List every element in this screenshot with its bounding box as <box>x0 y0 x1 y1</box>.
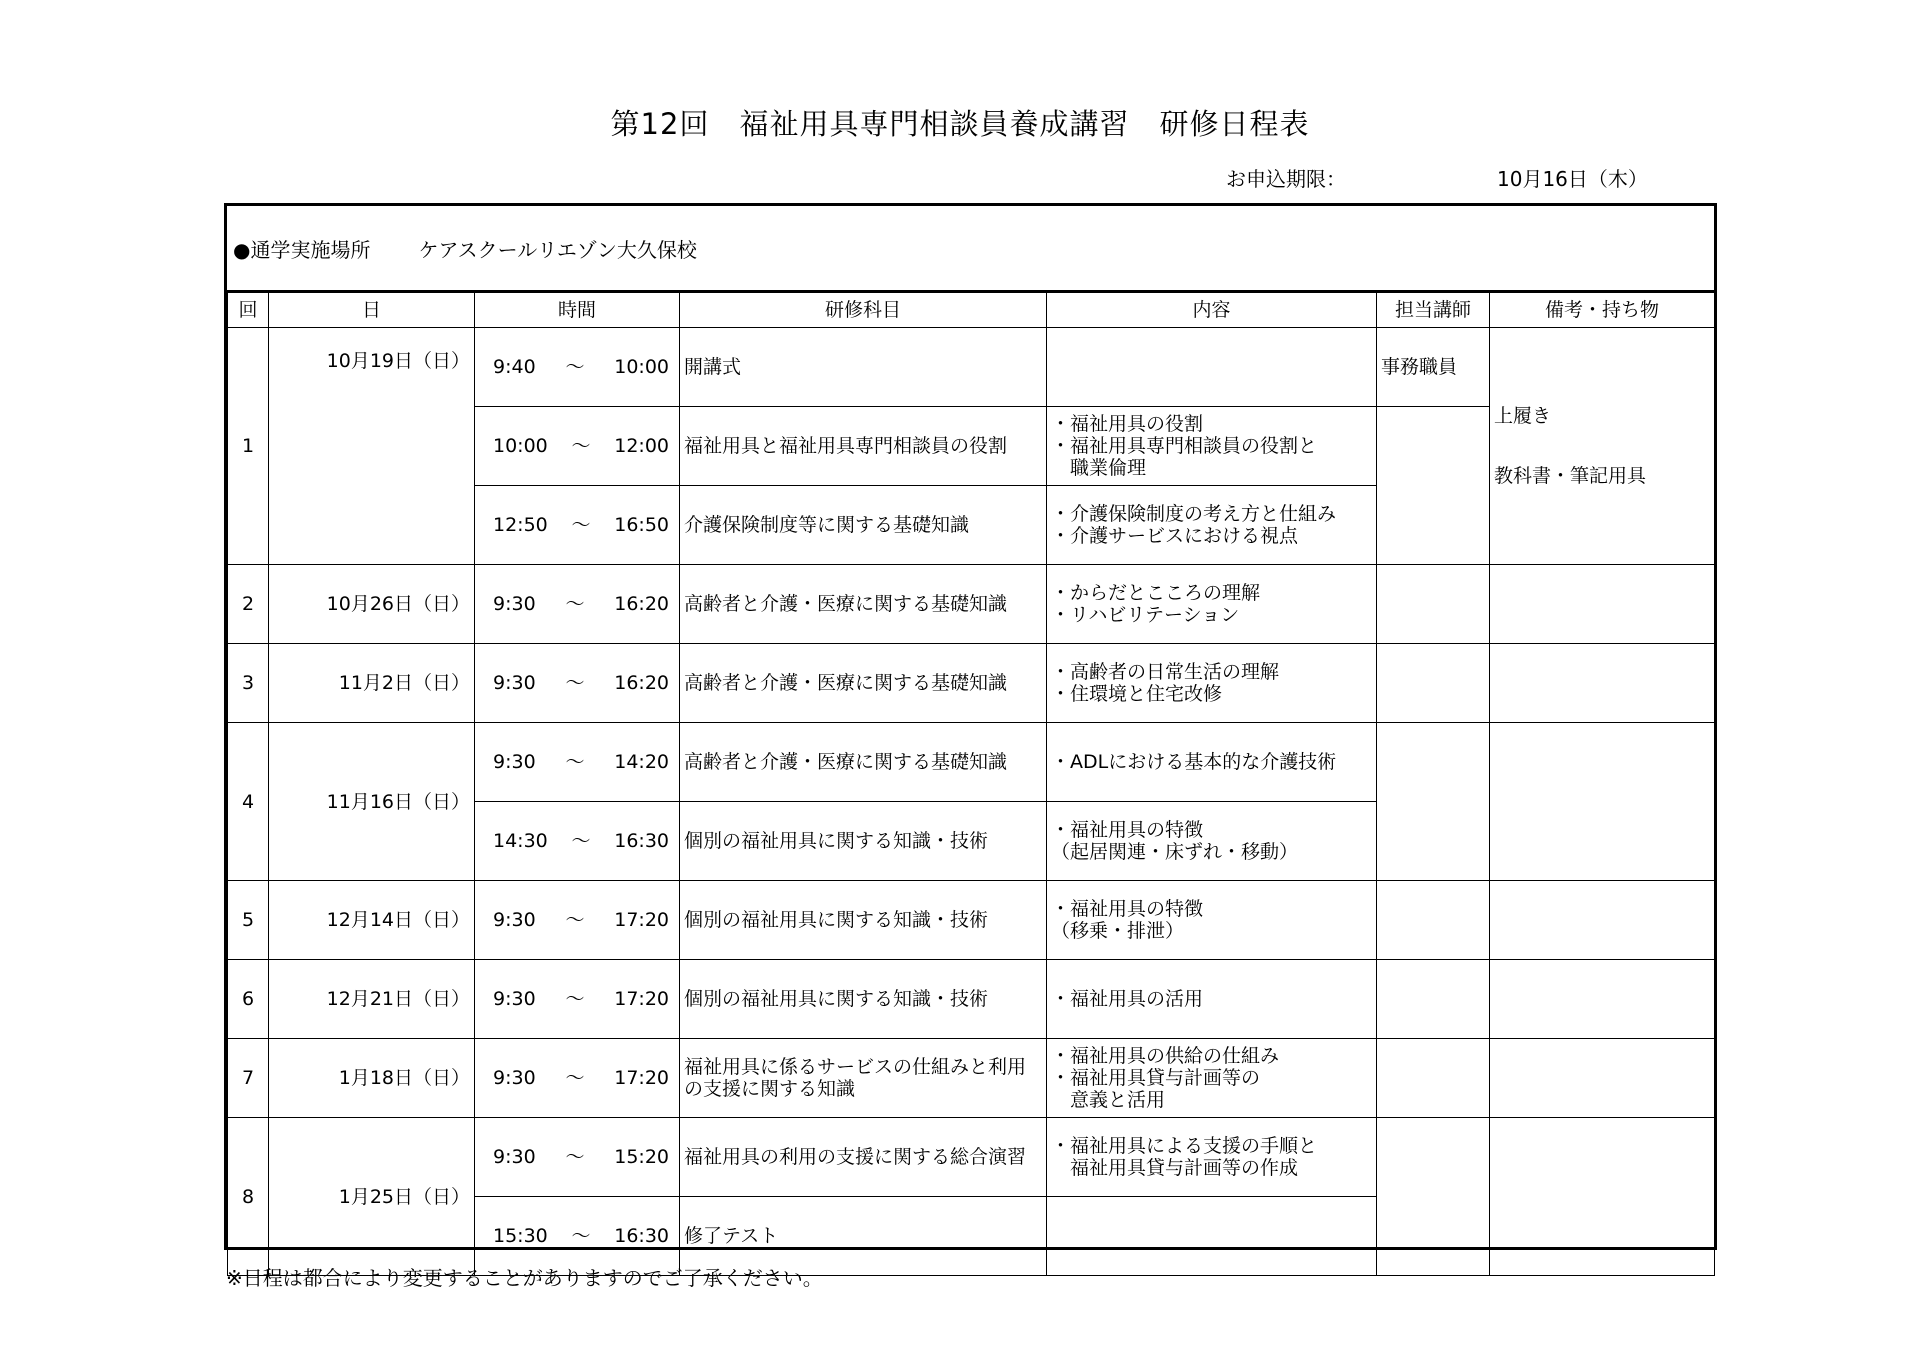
session-number: 6 <box>228 960 269 1039</box>
instructor-cell <box>1377 723 1490 881</box>
content-line: ・福祉用具の特徴 <box>1051 819 1204 841</box>
time-cell <box>475 723 680 802</box>
time-start: 14:30 <box>493 830 548 852</box>
content-line: ・住環境と住宅改修 <box>1051 683 1223 705</box>
deadline-label: お申込期限： <box>1226 167 1346 191</box>
content-line: ・高齢者の日常生活の理解 <box>1051 661 1280 683</box>
table-row <box>228 1039 1715 1118</box>
time-cell <box>475 407 680 486</box>
table-row <box>228 565 1715 644</box>
content-line: 職業倫理 <box>1051 457 1147 479</box>
time-cell <box>475 881 680 960</box>
deadline-value: 10月16日（木） <box>1497 167 1648 191</box>
subject-cell: 個別の福祉用具に関する知識・技術 <box>680 802 1047 881</box>
session-date: 1月25日（日） <box>269 1118 475 1276</box>
time-range <box>479 514 675 536</box>
time-end: 16:20 <box>614 593 669 615</box>
time-start: 9:30 <box>493 909 536 931</box>
instructor-cell <box>1377 960 1490 1039</box>
time-start: 15:30 <box>493 1225 548 1247</box>
notes-spacer <box>1494 427 1710 465</box>
content-line: （移乗・排泄） <box>1051 920 1185 942</box>
time-start: 9:30 <box>493 751 536 773</box>
venue-label: ●通学実施場所 <box>233 237 371 262</box>
instructor-cell <box>1377 1039 1490 1118</box>
instructor-cell <box>1377 1118 1490 1276</box>
time-separator: ～ <box>565 593 585 615</box>
notes-cell <box>1490 960 1715 1039</box>
session-date: 10月19日（日） <box>269 328 475 565</box>
content-cell <box>1047 1039 1377 1118</box>
notes-cell <box>1490 644 1715 723</box>
table-row <box>228 723 1715 802</box>
instructor-cell: 事務職員 <box>1377 328 1490 407</box>
time-range <box>479 988 675 1010</box>
content-cell <box>1047 486 1377 565</box>
content-line: ・福祉用具の活用 <box>1051 988 1204 1010</box>
time-range <box>479 1146 675 1168</box>
notes-cell <box>1490 881 1715 960</box>
time-start: 10:00 <box>493 435 548 457</box>
content-line: 福祉用具貸与計画等の作成 <box>1051 1157 1299 1179</box>
subject-cell: 福祉用具と福祉用具専門相談員の役割 <box>680 407 1047 486</box>
table-row <box>228 881 1715 960</box>
subject-cell: 高齢者と介護・医療に関する基礎知識 <box>680 723 1047 802</box>
content-line: ・ADLにおける基本的な介護技術 <box>1051 751 1337 773</box>
content-line: ・福祉用具の役割 <box>1051 413 1204 435</box>
session-number: 7 <box>228 1039 269 1118</box>
time-end: 17:20 <box>614 988 669 1010</box>
session-number: 8 <box>228 1118 269 1276</box>
time-start: 9:30 <box>493 988 536 1010</box>
time-separator: ～ <box>565 1146 585 1168</box>
session-number: 3 <box>228 644 269 723</box>
session-number: 2 <box>228 565 269 644</box>
time-separator: ～ <box>571 514 591 536</box>
header-cell: 内容 <box>1047 293 1377 328</box>
schedule-frame <box>224 203 1717 1250</box>
time-end: 10:00 <box>614 356 669 378</box>
content-line: ・介護サービスにおける視点 <box>1051 525 1299 547</box>
subject-cell: 高齢者と介護・医療に関する基礎知識 <box>680 565 1047 644</box>
content-line: ・福祉用具による支援の手順と <box>1051 1135 1318 1157</box>
session-number: 4 <box>228 723 269 881</box>
time-range <box>479 1225 675 1247</box>
header-cell: 時間 <box>475 293 680 328</box>
subject-cell: 修了テスト <box>680 1197 1047 1276</box>
notes-cell <box>1490 565 1715 644</box>
content-cell <box>1047 644 1377 723</box>
notes-cell <box>1490 1118 1715 1276</box>
subject-cell: 福祉用具の利用の支援に関する総合演習 <box>680 1118 1047 1197</box>
session-date: 10月26日（日） <box>269 565 475 644</box>
time-start: 9:40 <box>493 356 536 378</box>
content-cell <box>1047 1197 1377 1276</box>
header-cell: 日 <box>269 293 475 328</box>
time-separator: ～ <box>571 1225 591 1247</box>
subject-cell: 高齢者と介護・医療に関する基礎知識 <box>680 644 1047 723</box>
time-end: 17:20 <box>614 1067 669 1089</box>
venue-name: ケアスクールリエゾン大久保校 <box>418 237 697 262</box>
content-cell <box>1047 881 1377 960</box>
content-line: ・福祉用具専門相談員の役割と <box>1051 435 1318 457</box>
time-separator: ～ <box>565 909 585 931</box>
table-row <box>228 1118 1715 1197</box>
time-start: 12:50 <box>493 514 548 536</box>
instructor-cell <box>1377 565 1490 644</box>
session-date: 11月16日（日） <box>269 723 475 881</box>
notes-cell <box>1490 1039 1715 1118</box>
content-cell <box>1047 960 1377 1039</box>
header-cell: 担当講師 <box>1377 293 1490 328</box>
instructor-cell <box>1377 881 1490 960</box>
instructor-cell <box>1377 644 1490 723</box>
time-cell <box>475 644 680 723</box>
time-cell <box>475 328 680 407</box>
time-cell <box>475 1039 680 1118</box>
time-range <box>479 751 675 773</box>
content-line: ・からだとこころの理解 <box>1051 582 1261 604</box>
time-start: 9:30 <box>493 1067 536 1089</box>
session-number: 1 <box>228 328 269 565</box>
time-end: 15:20 <box>614 1146 669 1168</box>
schedule-table <box>227 292 1715 1276</box>
venue-row <box>227 206 1714 292</box>
time-separator: ～ <box>571 435 591 457</box>
session-date: 11月2日（日） <box>269 644 475 723</box>
time-cell <box>475 960 680 1039</box>
session-date: 1月18日（日） <box>269 1039 475 1118</box>
time-separator: ～ <box>571 830 591 852</box>
table-row <box>228 328 1715 407</box>
time-separator: ～ <box>565 672 585 694</box>
time-start: 9:30 <box>493 593 536 615</box>
subject-cell: 介護保険制度等に関する基礎知識 <box>680 486 1047 565</box>
content-line: ・介護保険制度の考え方と仕組み <box>1051 503 1337 525</box>
time-separator: ～ <box>565 356 585 378</box>
session-number: 5 <box>228 881 269 960</box>
header-cell: 回 <box>228 293 269 328</box>
content-cell <box>1047 723 1377 802</box>
time-start: 9:30 <box>493 672 536 694</box>
time-separator: ～ <box>565 988 585 1010</box>
subject-cell: 開講式 <box>680 328 1047 407</box>
time-range <box>479 672 675 694</box>
subject-cell: 福祉用具に係るサービスの仕組みと利用の支援に関する知識 <box>680 1039 1047 1118</box>
content-cell <box>1047 802 1377 881</box>
page-title: 第12回 福祉用具専門相談員養成講習 研修日程表 <box>610 107 1310 141</box>
time-end: 16:50 <box>614 514 669 536</box>
time-cell <box>475 1118 680 1197</box>
footnote: ※日程は都合により変更することがありますのでご了承ください。 <box>226 1266 823 1290</box>
header-row <box>228 293 1715 328</box>
content-line: 意義と活用 <box>1051 1089 1166 1111</box>
notes-shoes: 上履き <box>1494 405 1552 427</box>
subject-cell: 個別の福祉用具に関する知識・技術 <box>680 960 1047 1039</box>
time-cell <box>475 486 680 565</box>
content-line: （起居関連・床ずれ・移動） <box>1051 841 1299 863</box>
session-date: 12月14日（日） <box>269 881 475 960</box>
time-cell <box>475 565 680 644</box>
content-line: ・リハビリテーション <box>1051 604 1240 626</box>
content-line: ・福祉用具の供給の仕組み <box>1051 1045 1280 1067</box>
content-cell <box>1047 565 1377 644</box>
time-separator: ～ <box>565 1067 585 1089</box>
content-line: ・福祉用具貸与計画等の <box>1051 1067 1261 1089</box>
time-end: 14:20 <box>614 751 669 773</box>
time-range <box>479 1067 675 1089</box>
notes-cell <box>1490 328 1715 565</box>
table-row <box>228 960 1715 1039</box>
time-range <box>479 830 675 852</box>
time-end: 16:30 <box>614 1225 669 1247</box>
content-cell <box>1047 407 1377 486</box>
time-range <box>479 909 675 931</box>
content-cell <box>1047 328 1377 407</box>
time-end: 16:20 <box>614 672 669 694</box>
content-cell <box>1047 1118 1377 1197</box>
time-range <box>479 435 675 457</box>
time-end: 16:30 <box>614 830 669 852</box>
notes-supplies: 教科書・筆記用具 <box>1494 465 1647 487</box>
subject-cell: 個別の福祉用具に関する知識・技術 <box>680 881 1047 960</box>
content-line: ・福祉用具の特徴 <box>1051 898 1204 920</box>
time-separator: ～ <box>565 751 585 773</box>
session-date: 12月21日（日） <box>269 960 475 1039</box>
time-end: 12:00 <box>614 435 669 457</box>
time-cell <box>475 802 680 881</box>
time-range <box>479 593 675 615</box>
instructor-cell <box>1377 407 1490 565</box>
header-cell: 備考・持ち物 <box>1490 293 1715 328</box>
time-end: 17:20 <box>614 909 669 931</box>
time-range <box>479 356 675 378</box>
table-row <box>228 644 1715 723</box>
notes-cell <box>1490 723 1715 881</box>
header-cell: 研修科目 <box>680 293 1047 328</box>
time-start: 9:30 <box>493 1146 536 1168</box>
